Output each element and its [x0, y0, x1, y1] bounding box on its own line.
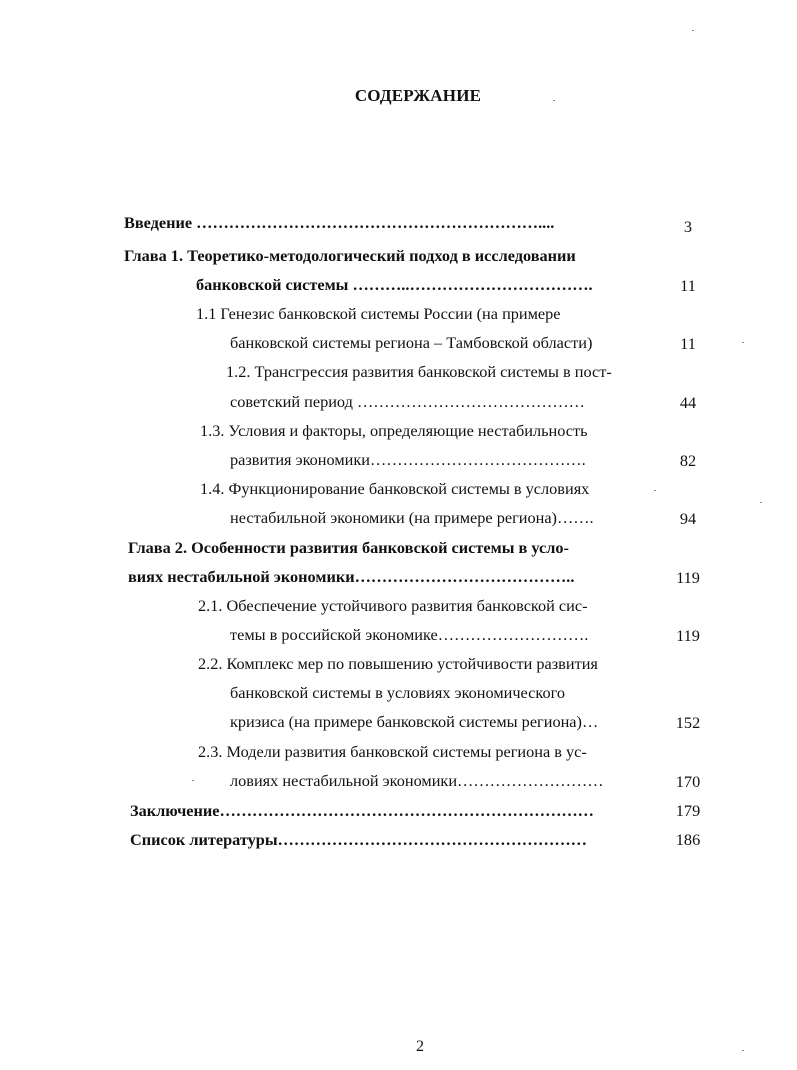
toc-chapter2-page: 119	[676, 568, 700, 587]
page-number: 2	[416, 1038, 424, 1055]
toc-section-1-1-line1: 1.1 Генезис банковской системы России (на примере	[196, 304, 561, 323]
toc-section-1-1-page: 11	[680, 334, 696, 353]
toc-section-1-3-line1: 1.3. Условия и факторы, определяющие нестабильность	[200, 421, 588, 440]
toc-section-1-2-line2: советский период ……………………………………	[230, 392, 585, 411]
scan-speck	[553, 100, 555, 101]
toc-chapter1-line1: Глава 1. Теоретико-методологический подход в исследовании	[124, 246, 576, 265]
scan-speck	[760, 502, 762, 503]
toc-conclusion: Заключение……………………………………………………………	[130, 801, 594, 820]
toc-section-2-2-line2: банковской системы в условиях экономического	[230, 683, 566, 702]
toc-section-1-3-line2: развития экономики………………………………….	[230, 450, 586, 469]
toc-chapter2-line1: Глава 2. Особенности развития банковской системы в усло-	[128, 538, 569, 557]
scan-speck	[742, 342, 744, 343]
toc-section-2-2-line3: кризиса (на примере банковской системы региона)…	[230, 712, 599, 731]
scan-speck	[692, 30, 694, 31]
scan-speck	[654, 490, 656, 491]
toc-section-2-2-page: 152	[675, 713, 701, 732]
scan-speck	[742, 1050, 744, 1051]
toc-section-1-1-line2: банковской системы региона – Тамбовской области)	[230, 333, 593, 352]
toc-section-2-3-line2: ловиях нестабильной экономики………………………	[230, 771, 604, 790]
toc-intro: Введение ………………………………………………………....	[124, 213, 555, 232]
toc-section-2-1-line2: темы в российской экономике……………………….	[230, 625, 589, 644]
toc-section-1-2-line1: 1.2. Трансгрессия развития банковской системы в пост-	[226, 362, 612, 381]
toc-section-1-3-page: 82	[679, 451, 697, 470]
toc-section-2-1-page: 119	[676, 626, 700, 645]
toc-references: Список литературы…………………………………………………	[130, 830, 587, 849]
toc-intro-page: 3	[683, 217, 693, 236]
toc-chapter2-line2: виях нестабильной экономики…………………………………..	[128, 567, 575, 586]
toc-conclusion-page: 179	[675, 801, 701, 820]
toc-section-1-4-page: 94	[679, 509, 697, 528]
toc-section-1-2-page: 44	[679, 393, 697, 412]
toc-section-2-3-page: 170	[675, 772, 701, 791]
scan-speck	[192, 780, 194, 781]
page-title: СОДЕРЖАНИЕ	[354, 86, 482, 105]
toc-section-2-3-line1: 2.3. Модели развития банковской системы региона в ус-	[198, 742, 587, 761]
toc-section-2-1-line1: 2.1. Обеспечение устойчивого развития банковской сис-	[198, 596, 588, 615]
toc-chapter1-page: 11	[680, 276, 696, 295]
toc-section-1-4-line1: 1.4. Функционирование банковской системы в условиях	[200, 479, 590, 498]
toc-chapter1-line2: банковской системы ………..…………………………….	[196, 275, 593, 294]
toc-section-2-2-line1: 2.2. Комплекс мер по повышению устойчивости развития	[198, 654, 598, 673]
toc-section-1-4-line2: нестабильной экономики (на примере региона)…….	[230, 508, 594, 527]
toc-references-page: 186	[675, 830, 701, 849]
